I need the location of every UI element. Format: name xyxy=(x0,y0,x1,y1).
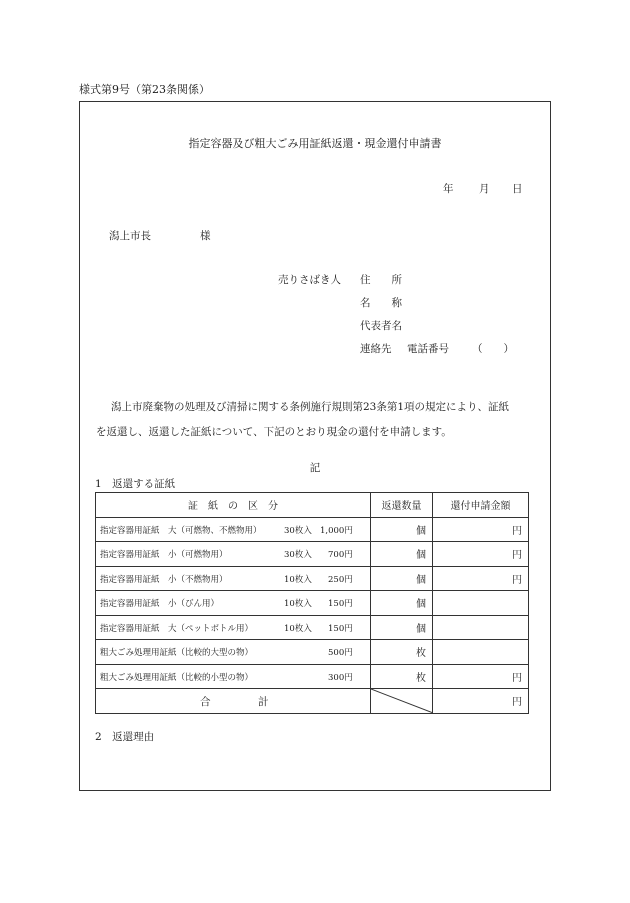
row-amount-unit[interactable] xyxy=(433,640,529,665)
table-header-row xyxy=(96,493,529,518)
certificate-table xyxy=(95,492,529,714)
row-amount-unit[interactable]: 円 xyxy=(433,517,529,542)
table-row xyxy=(96,517,529,542)
row-amount-unit[interactable]: 円 xyxy=(433,664,529,689)
row-quantity-unit[interactable]: 個 xyxy=(371,542,433,567)
table-row xyxy=(96,542,529,567)
table-total-row xyxy=(96,689,529,714)
row-quantity-unit[interactable]: 個 xyxy=(371,517,433,542)
row-item-count: 10枚入 xyxy=(284,599,312,609)
row-item-size: 小（びん用） xyxy=(168,599,220,609)
row-quantity-unit[interactable]: 個 xyxy=(371,566,433,591)
row-amount-unit[interactable] xyxy=(433,615,529,640)
table-row xyxy=(96,591,529,616)
row-item-name: 指定容器用証紙 xyxy=(100,525,160,536)
table-row xyxy=(96,640,529,665)
row-amount-unit[interactable]: 円 xyxy=(433,542,529,567)
row-item-name: 粗大ごみ処理用証紙（比較的大型の物） xyxy=(100,648,254,658)
body-text-line1: 潟上市廃棄物の処理及び清掃に関する条例施行規則第23条第1項の規定により、証紙 xyxy=(111,401,510,413)
date-month: 月 xyxy=(479,183,490,195)
header-quantity: 返還数量 xyxy=(371,493,433,518)
row-item-name: 指定容器用証紙 xyxy=(100,623,160,634)
row-amount-unit[interactable]: 円 xyxy=(433,566,529,591)
row-item-name: 指定容器用証紙 xyxy=(100,550,160,560)
table-row xyxy=(96,615,529,640)
phone-label: 電話番号 xyxy=(407,343,449,355)
diagonal-strike xyxy=(371,689,432,713)
row-item-name: 指定容器用証紙 xyxy=(100,599,160,609)
row-item-name: 粗大ごみ処理用証紙（比較的小型の物） xyxy=(100,672,254,683)
form-number-label: 様式第9号（第23条関係） xyxy=(79,83,210,96)
seller-label: 売りさばき人 xyxy=(278,274,341,286)
total-label-left: 合 xyxy=(200,696,211,708)
row-item-price: 150円 xyxy=(328,623,353,634)
ki-heading: 記 xyxy=(309,462,321,474)
row-quantity-unit[interactable]: 個 xyxy=(371,615,433,640)
row-quantity-unit[interactable]: 個 xyxy=(371,591,433,616)
row-item-count: 10枚入 xyxy=(284,574,312,585)
form-title: 指定容器及び粗大ごみ用証紙返還・現金還付申請書 xyxy=(188,137,442,150)
row-item-price: 250円 xyxy=(328,574,353,585)
row-quantity-unit[interactable]: 枚 xyxy=(371,664,433,689)
address-label: 住 所 xyxy=(360,274,402,286)
table-row xyxy=(96,566,529,591)
row-item-count: 30枚入 xyxy=(284,525,312,536)
total-quantity-na xyxy=(371,689,433,714)
body-text-line2: を返還し、返還した証紙について、下記のとおり現金の還付を申請します。 xyxy=(96,426,452,438)
total-amount-unit[interactable]: 円 xyxy=(433,689,529,714)
row-item-price: 1,000円 xyxy=(320,525,353,536)
addressee-honorific: 様 xyxy=(200,230,211,242)
contact-label: 連絡先 xyxy=(360,343,392,355)
total-label-right: 計 xyxy=(258,696,269,708)
section-returned-certificates: 1 返還する証紙 xyxy=(95,478,176,490)
row-item-count: 10枚入 xyxy=(284,623,312,634)
row-item-size: 小（不燃物用） xyxy=(168,574,228,585)
row-item-price: 700円 xyxy=(328,550,353,560)
row-item-size: 大（可燃物、不燃物用） xyxy=(168,525,262,536)
header-item: 証 紙 の 区 分 xyxy=(96,493,371,518)
date-year: 年 xyxy=(443,183,454,195)
row-item-name: 指定容器用証紙 xyxy=(100,574,160,585)
table-row xyxy=(96,664,529,689)
row-item-count: 30枚入 xyxy=(284,550,312,560)
row-item-size: 大（ペットボトル用） xyxy=(168,623,254,634)
representative-label: 代表者名 xyxy=(360,320,402,332)
row-item-size: 小（可燃物用） xyxy=(168,550,228,560)
phone-parens: （ ） xyxy=(472,343,514,355)
date-day: 日 xyxy=(512,183,523,195)
row-amount-unit[interactable] xyxy=(433,591,529,616)
addressee-name: 潟上市長 xyxy=(109,230,151,242)
header-amount: 還付申請金額 xyxy=(433,493,529,518)
row-item-price: 500円 xyxy=(328,648,353,658)
row-item-price: 150円 xyxy=(328,599,353,609)
name-label: 名 称 xyxy=(360,297,402,309)
row-quantity-unit[interactable]: 枚 xyxy=(371,640,433,665)
row-item-price: 300円 xyxy=(328,672,353,683)
section-return-reason: 2 返還理由 xyxy=(95,731,155,743)
